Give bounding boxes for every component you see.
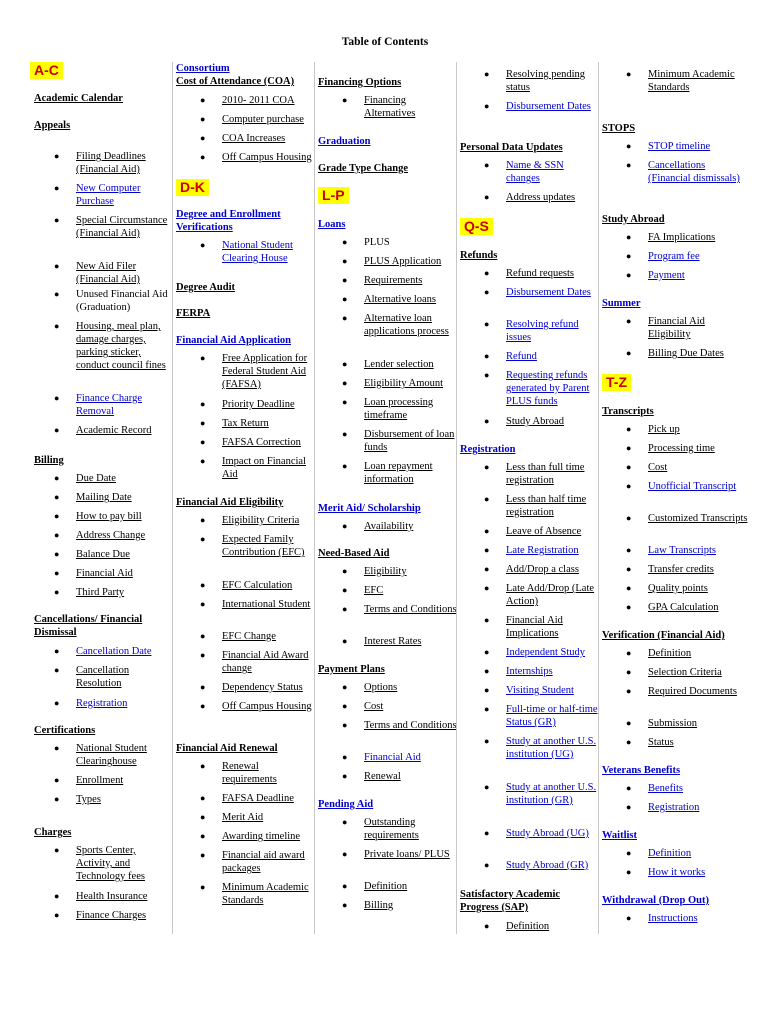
list-item[interactable]: ● Study Abroad (UG) [460,827,599,859]
list-item[interactable]: ● Dependency Status [176,681,315,700]
list-item[interactable]: ● Sports Center, Activity, and Technology fees [30,844,172,890]
list-item[interactable]: ● Transfer credits [602,563,749,582]
list-item[interactable]: ● How it works [602,866,749,885]
list-item[interactable]: ● Loan processing timeframe [318,396,457,428]
heading-personal-data-updates[interactable]: Personal Data Updates [460,142,563,153]
list-item[interactable]: ● EFC Calculation [176,579,315,598]
list-item[interactable]: ● Refund requests [460,267,599,286]
list-item[interactable]: ● Third Party [30,586,172,605]
list-item[interactable]: ● Awarding timeline [176,830,315,849]
list-item[interactable]: ● Status [602,736,749,755]
list-item[interactable]: ● Eligibility Amount [318,377,457,396]
list-item[interactable]: ● How to pay bill [30,510,172,529]
list-item[interactable]: ● Unofficial Transcript [602,480,749,512]
list-item[interactable]: ● Private loans/ PLUS [318,848,457,880]
heading-merit-aid-scholarship[interactable]: Merit Aid/ Scholarship [318,503,421,514]
list-item[interactable]: ● Requirements [318,274,457,293]
column-q-s [456,62,598,934]
list-item[interactable]: ● Late Add/Drop (Late Action) [460,582,599,614]
list-item[interactable]: ● Lender selection [318,358,457,377]
heading-need-based-aid[interactable]: Need-Based Aid [318,548,390,559]
list-item[interactable]: ● Enrollment [30,774,172,793]
list-item[interactable]: ● Financial Aid [30,567,172,586]
list-item[interactable]: ● Add/Drop a class [460,563,599,582]
list-item[interactable]: ● Renewal [318,770,457,789]
list-item[interactable]: ● Financing Alternatives [318,94,457,126]
list-item[interactable]: ● Cancellation Date [30,645,172,664]
list-item[interactable]: ● Interest Rates [318,635,457,654]
column-a-c [30,62,172,934]
list-item[interactable]: ● Off Campus Housing [176,151,315,179]
heading-verification[interactable]: Verification (Financial Aid) [602,630,725,641]
heading-academic-calendar[interactable]: Academic Calendar [34,93,123,104]
heading-satisfactory-academic-progress[interactable]: Satisfactory Academic Progress (SAP) [460,889,561,913]
list-item[interactable]: ● Full-time or half-time Status (GR) [460,703,599,735]
list-item[interactable]: ● Study Abroad [460,415,599,434]
list-item[interactable]: ● Payment [602,269,749,288]
list-item[interactable]: ● Definition [460,920,599,939]
list-item[interactable]: ● PLUS [318,236,457,255]
list-item[interactable]: ● Computer purchase [176,113,315,132]
heading-summer[interactable]: Summer [602,298,641,309]
list-item[interactable]: ● Registration [30,697,172,716]
list-item[interactable]: ● Instructions [602,912,749,931]
list-item[interactable]: ● FAFSA Correction [176,436,315,455]
list-item[interactable]: ● Outstanding requirements [318,816,457,848]
list-item[interactable]: ● Law Transcripts [602,544,749,563]
list-item[interactable]: ● Selection Criteria [602,666,749,685]
list-item[interactable]: ● National Student Clearinghouse [30,742,172,774]
list-item[interactable]: ● Pick up [602,423,749,442]
heading-financial-aid-eligibility[interactable]: Financial Aid Eligibility [176,497,284,508]
list-item[interactable]: ● Academic Record [30,424,172,444]
list-item[interactable]: ● Cancellation Resolution [30,664,172,697]
list-item[interactable]: ● Free Application for Federal Student Aid (FAFSA) [176,352,315,398]
list-item[interactable]: ● Independent Study [460,646,599,665]
list-item[interactable]: ● FAFSA Deadline [176,792,315,811]
list-item[interactable]: ● Processing time [602,442,749,461]
list-item[interactable]: ● 2010- 2011 COA [176,94,315,113]
list-item[interactable]: ● Filing Deadlines (Financial Aid) [30,150,172,182]
range-badge-q-s: Q-S [460,218,493,235]
list-item[interactable]: ● Billing [318,899,457,918]
list-item[interactable]: ● Renewal requirements [176,760,315,792]
heading-loans[interactable]: Loans [318,219,346,230]
range-badge-t-z: T-Z [602,374,631,391]
heading-payment-plans[interactable]: Payment Plans [318,664,385,675]
column-l-p [314,62,456,934]
list-item[interactable]: ● Definition [602,847,749,866]
list-item[interactable]: ● Health Insurance [30,890,172,909]
list-item[interactable]: ● Customized Transcripts [602,512,749,544]
heading-billing[interactable]: Billing [34,455,64,466]
list-item[interactable]: ● Off Campus Housing [176,700,315,732]
list-item[interactable]: ● EFC [318,584,457,603]
list-item[interactable]: ● Cancellations (Financial dismissals) [602,159,749,205]
list-item[interactable]: ● Cost [602,461,749,480]
heading-pending-aid[interactable]: Pending Aid [318,799,374,810]
list-item[interactable]: ● Tax Return [176,417,315,436]
list-item[interactable]: ● Mailing Date [30,491,172,510]
list-item[interactable]: ● Disbursement Dates [460,286,599,318]
range-badge-d-k: D-K [176,179,209,196]
heading-veterans-benefits[interactable]: Veterans Benefits [602,765,681,776]
list-item[interactable]: ● Quality points [602,582,749,601]
list-item[interactable]: ● Disbursement Dates [460,100,599,132]
list-item[interactable]: ● Resolving refund issues [460,318,599,350]
list-item: ● Unused Financial Aid (Graduation) [30,288,172,320]
list-item[interactable]: ● Alternative loan applications process [318,312,457,358]
list-item[interactable]: ● Availability [318,520,457,539]
heading-graduation[interactable]: Graduation [318,136,371,147]
heading-financing-options[interactable]: Financing Options [318,77,402,88]
list-item[interactable]: ● Eligibility Criteria [176,514,315,533]
heading-transcripts[interactable]: Transcripts [602,406,654,417]
list-item[interactable]: ● Requesting refunds generated by Parent PLUS funds [460,369,599,415]
heading-appeals[interactable]: Appeals [34,120,71,131]
list-item[interactable]: ● Definition [318,880,457,899]
list-item[interactable]: ● STOP timeline [602,140,749,159]
list-item[interactable]: ● Submission [602,717,749,736]
list-item[interactable]: ● Program fee [602,250,749,269]
heading-stops[interactable]: STOPS [602,123,636,134]
list-item[interactable]: ● Definition [602,647,749,666]
list-item[interactable]: ● GPA Calculation [602,601,749,620]
list-item[interactable]: ● Address updates [460,191,599,210]
list-item[interactable]: ● Alternative loans [318,293,457,312]
list-item[interactable]: ● Less than full time registration [460,461,599,493]
list-item[interactable]: ● Due Date [30,472,172,491]
list-item[interactable]: ● Study at another U.S. institution (GR) [460,781,599,827]
list-item[interactable]: ● Visiting Student [460,684,599,703]
range-badge-a-c: A-C [30,62,63,79]
heading-cost-of-attendance[interactable]: Cost of Attendance (COA) [176,76,295,87]
list-item[interactable]: ● Financial Aid Award change [176,649,315,681]
list-item[interactable]: ● Loan repayment information [318,460,457,492]
list-item[interactable]: ● International Student [176,598,315,630]
list-item[interactable]: ● Benefits [602,782,749,801]
heading-cancellations[interactable]: Cancellations/ Financial Dismissal [34,614,143,638]
list-item[interactable]: ● Billing Due Dates [602,347,749,366]
column-t-z [598,62,748,934]
list-item[interactable]: ● National Student Clearing House [176,239,315,267]
heading-waitlist[interactable]: Waitlist [602,830,638,841]
list-item[interactable]: ● Finance Charges [30,909,172,928]
page-title: Table of Contents [341,36,429,48]
list-item[interactable]: ● EFC Change [176,630,315,649]
list-item[interactable]: ● Study at another U.S. institution (UG) [460,735,599,781]
list-item[interactable]: ● Financial Aid Implications [460,614,599,646]
list-item[interactable]: ● Merit Aid [176,811,315,830]
column-d-k [172,62,314,934]
list-item[interactable]: ● Finance Charge Removal [30,392,172,424]
heading-financial-aid-application[interactable]: Financial Aid Application [176,335,291,346]
list-item[interactable]: ● Cost [318,700,457,719]
list-item[interactable]: ● Options [318,681,457,700]
list-item[interactable]: ● Refund [460,350,599,369]
heading-registration[interactable]: Registration [460,444,516,455]
list-item[interactable]: ● Registration [602,801,749,820]
list-item[interactable]: ● Address Change [30,529,172,548]
list-item[interactable]: ● Eligibility [318,565,457,584]
list-item[interactable]: ● Financial Aid Eligibility [602,315,749,347]
list-item[interactable]: ● Expected Family Contribution (EFC) [176,533,315,579]
heading-degree-enrollment-verifications[interactable]: Degree and Enrollment Verifications [176,209,281,233]
heading-certifications[interactable]: Certifications [34,725,96,736]
list-item[interactable]: ● Leave of Absence [460,525,599,544]
range-badge-l-p: L-P [318,187,349,204]
list-item[interactable]: ● Financial aid award packages [176,849,315,881]
list-item[interactable]: ● Financial Aid [318,751,457,770]
list-item[interactable]: ● Housing, meal plan, damage charges, parking sticker, conduct council fines [30,320,172,392]
list-item[interactable]: ● COA Increases [176,132,315,151]
list-item[interactable]: ● Priority Deadline [176,398,315,417]
list-item[interactable]: ● Special Circumstance (Financial Aid) [30,214,172,260]
heading-charges[interactable]: Charges [34,827,72,838]
heading-grade-type-change[interactable]: Grade Type Change [318,163,409,174]
list-item[interactable]: ● Types [30,793,172,812]
list-item[interactable]: ● Late Registration [460,544,599,563]
heading-refunds[interactable]: Refunds [460,250,498,261]
list-item[interactable]: ● FA Implications [602,231,749,250]
list-item[interactable]: ● Required Documents [602,685,749,717]
heading-degree-audit[interactable]: Degree Audit [176,282,236,293]
list-item[interactable]: ● Study Abroad (GR) [460,859,599,878]
list-item[interactable]: ● Resolving pending status [460,68,599,100]
list-item[interactable]: ● Balance Due [30,548,172,567]
list-item[interactable]: ● Name & SSN changes [460,159,599,191]
heading-withdrawal[interactable]: Withdrawal (Drop Out) [602,895,709,906]
list-item[interactable]: ● Internships [460,665,599,684]
list-item[interactable]: ● New Computer Purchase [30,182,172,214]
heading-ferpa[interactable]: FERPA [176,308,211,319]
list-item[interactable]: ● Less than half time registration [460,493,599,525]
heading-study-abroad[interactable]: Study Abroad [602,214,665,225]
list-item[interactable]: ● New Aid Filer (Financial Aid) [30,260,172,288]
list-item[interactable]: ● Impact on Financial Aid [176,455,315,487]
list-item[interactable]: ● Minimum Academic Standards [176,881,315,927]
list-item[interactable]: ● PLUS Application [318,255,457,274]
list-item[interactable]: ● Terms and Conditions [318,719,457,751]
list-item[interactable]: ● Minimum Academic Standards [602,68,749,114]
heading-financial-aid-renewal[interactable]: Financial Aid Renewal [176,743,278,754]
list-item[interactable]: ● Terms and Conditions [318,603,457,635]
heading-consortium[interactable]: Consortium [176,63,230,74]
list-item[interactable]: ● Disbursement of loan funds [318,428,457,460]
